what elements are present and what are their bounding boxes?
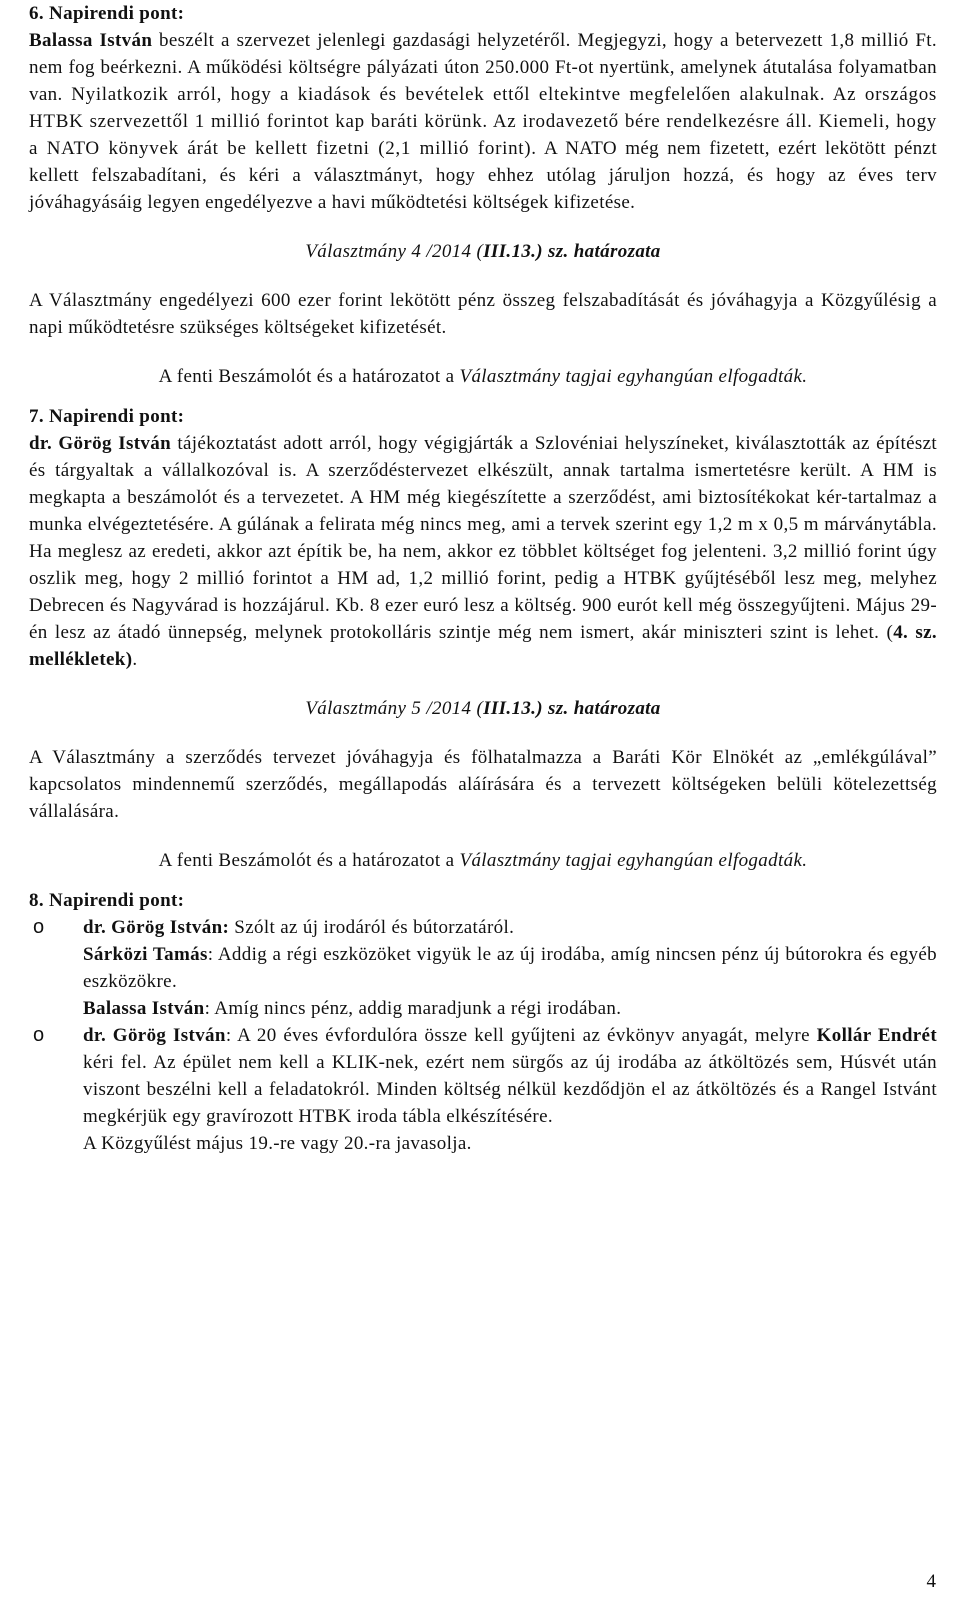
paragraph-text: tájékoztatást adott arról, hogy végigjárták a Szlovéniai helyszíneket, kiválasztották az építészt és tárgyaltak a vállalkozóval is. A szerződéstervezet elkészült, annak tartalma ismertetésre került. A HM is megkapta a beszámolót és a tervezetet. A HM még kiegészítette a szerződést, ami biztosítékokat kér-tartalmaz a munka elvégeztetésére. A gúlának a felirata még nincs meg, ami a tervek szerint egy 1,2 m x 0,5 m márványtábla. Ha meglesz az eredeti, akkor azt építik be, ha nem, akkor ez többlet költséget fog jelenteni. 3,2 millió forint úgy oszlik meg, hogy 2 millió forintot a HM ad, 1,2 millió forint, pedig a HTBK gyűjtéséből lesz meg, melyhez Debrecen és Nagyvárad is hozzájárul. Kb. 8 ezer euró lesz a költség. 900 eurót kell még összegyűjteni. Május 29-én lesz az átadó ünnepség, melynek protokolláris szintje még nem ismert, akár miniszteri szint is lehet. (	[29, 433, 938, 643]
speaker-name: Sárközi Tamás	[83, 944, 208, 965]
proposal-line: A Közgyűlést május 19.-re vagy 20.-ra javasolja.	[83, 1133, 472, 1154]
section-7-paragraph: dr. Görög István tájékoztatást adott arról, hogy végigjárták a Szlovéniai helyszíneket, kiválasztották az építészt és tárgyaltak a vállalkozóval is. A szerződéstervezet elkészült, annak tartalma ismertetésre került. A HM is megkapta a beszámolót és a tervezetet. A HM még kiegészítette a szerződést, ami biztosítékokat kér-tartalmaz a munka elvégeztetésére. A gúlának a felirata még nincs meg, ami a tervek szerint egy 1,2 m x 0,5 m márványtábla. Ha meglesz az eredeti, akkor azt építik be, ha nem, akkor ez többlet költséget fog jelenteni. 3,2 millió forint úgy oszlik meg, hogy 2 millió forintot a HM ad, 1,2 millió forint, pedig a HTBK gyűjtéséből lesz meg, melyhez Debrecen és Nagyvárad is hozzájárul. Kb. 8 ezer euró lesz a költség. 900 eurót kell még összegyűjteni. Május 29-én lesz az átadó ünnepség, melynek protokolláris szintje még nem ismert, akár miniszteri szint is lehet. (4. sz. mellékletek).	[29, 433, 938, 670]
annex-reference: 4. sz. mellékletek)	[29, 622, 937, 670]
resolution-title: Választmány 4 /2014 (III.13.) sz. határozata	[305, 241, 661, 262]
paragraph-text: A NATO még nem fizetett, ezért lekötött pénzt kellett felszabadítani, és kéri a választmányt, hogy ehhez utólag járuljon hozzá, és hogy az éves terv jóváhagyásáig legyen engedélyezve a havi működtetési költségek kifizetése.	[29, 138, 937, 213]
section-6-paragraph	[29, 27, 937, 216]
paragraph-text: Nyilatkozik arról, hogy a kiadások és bevételek ettől eltekintve megfelelően alakulnak. Az országos HTBK szervezettől 1 millió forintot kap baráti körünk. Az irodavezető bére rendelkezésre áll. Kiemeli, hogy a NATO könyvek árát be kellett fizetni (2,1 millió forint).	[29, 84, 937, 159]
section-6-heading: 6. Napirendi pont:	[29, 3, 185, 24]
approval-note: A fenti Beszámolót és a határozatot a Választmány tagjai egyhangúan elfogadták.	[158, 366, 808, 387]
list-bullet: o	[33, 1024, 45, 1046]
list-item: o dr. Görög István: A 20 éves évfordulóra össze kell gyűjteni az évkönyv anyagát, melyre Kollár Endrét kéri fel. Az épület nem kell a KLIK-nek, ezért nem sürgős az új irodába az átköltözés sem, Húsvét után viszont beszélni kell a feladatokról. Minden költség nélkül kezdődjön el az átköltözés és a Rangel Istvánt megkérjük egy gravírozott HTBK iroda tábla elkészítésére. A Közgyűlést május 19.-re vagy 20.-ra javasolja.	[29, 1022, 937, 1157]
list-item: o dr. Görög István: Szólt az új irodáról és bútorzatáról. Sárközi Tamás: Addig a régi eszközöket vigyük le az új irodába, amíg nincsen pénz új bútorokra és egyéb eszközökre. Balassa István: Amíg nincs pénz, addig maradjunk a régi irodában.	[33, 916, 937, 1019]
list-bullet: o	[33, 916, 45, 938]
person-name: Kollár Endrét	[816, 1025, 937, 1046]
resolution-title: Választmány 5 /2014 (III.13.) sz. határozata	[305, 698, 661, 719]
approval-note: A fenti Beszámolót és a határozatot a Választmány tagjai egyhangúan elfogadták.	[158, 850, 808, 871]
speaker-name: Balassa István	[29, 30, 153, 51]
speaker-name: Balassa István	[83, 998, 205, 1019]
resolution-text: A Választmány engedélyezi 600 ezer forint lekötött pénz összeg felszabadítását és jóváhagyja a Közgyűlésig a napi működtetésre szükséges költségeket kifizetését.	[29, 290, 937, 338]
speaker-name: dr. Görög István	[83, 1025, 226, 1046]
section-8-heading: 8. Napirendi pont:	[29, 890, 185, 911]
resolution-text: A Választmány a szerződés tervezet jóváhagyja és fölhatalmazza a Baráti Kör Elnökét az „emlékgúlával” kapcsolatos mindennemű szerződés, megállapodás aláírására és a tervezett költségeken belüli kötelezettség vállalására.	[29, 747, 937, 822]
document-page	[29, 0, 937, 1157]
speaker-name: dr. Görög István	[29, 433, 171, 454]
page-number: 4	[926, 1571, 936, 1592]
speaker-name: dr. Görög István:	[83, 917, 230, 938]
section-7-heading: 7. Napirendi pont:	[29, 406, 185, 427]
paragraph-text: beszélt a szervezet jelenlegi gazdasági helyzetéről. Megjegyzi, hogy a betervezett 1,8 millió Ft. nem fog beérkezni. A működési költségre pályázati úton 250.000 Ft-ot nyertünk, amelynek átutalása folyamatban van.	[29, 30, 937, 105]
